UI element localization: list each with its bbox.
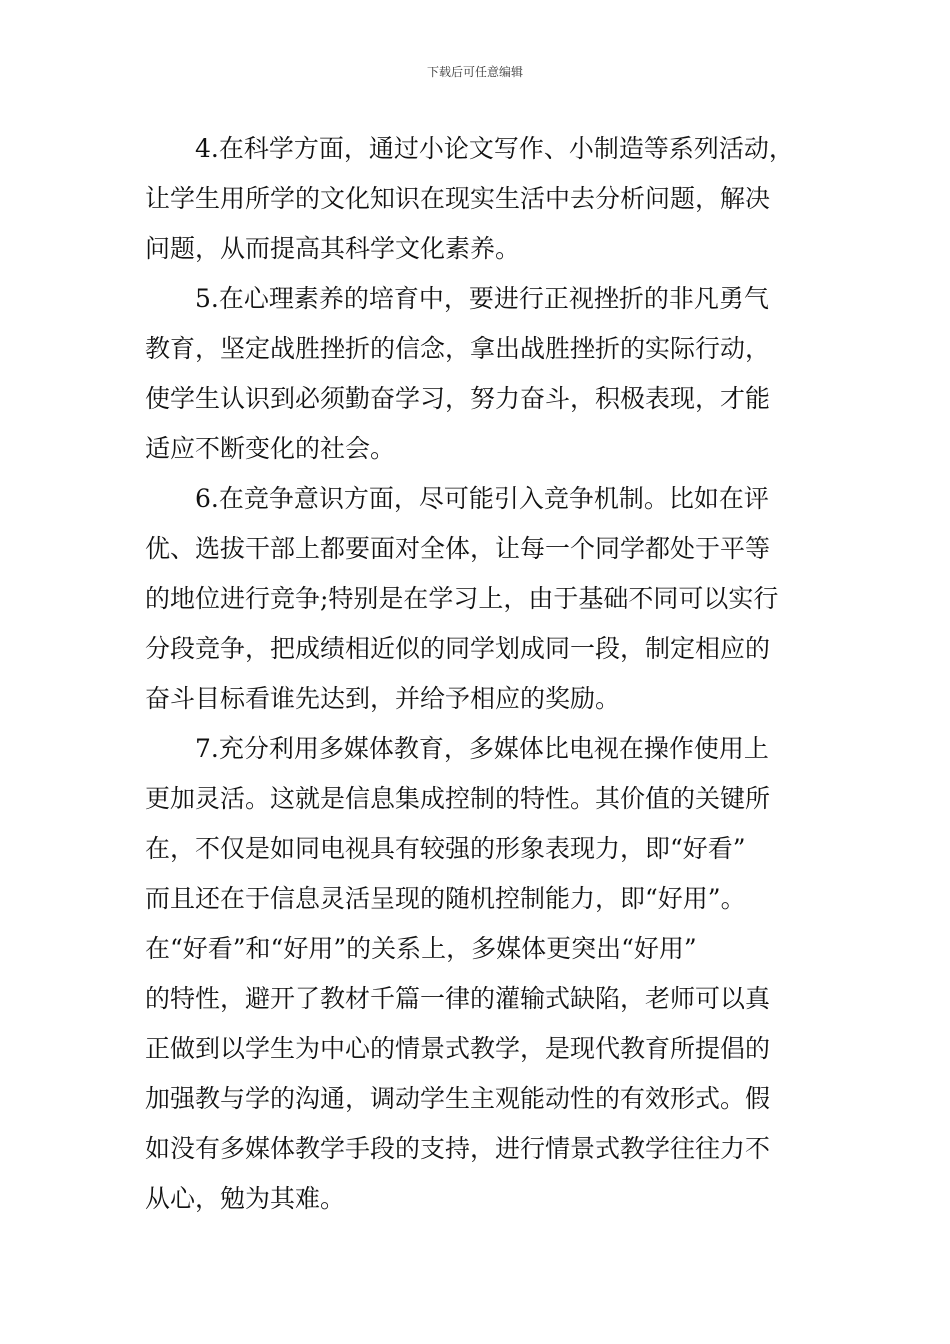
text-line: 正做到以学生为中心的情景式教学，是现代教育所提倡的 (145, 1034, 771, 1063)
text-line: 的地位进行竞争;特别是在学习上，由于基础不同可以实行 (145, 584, 779, 613)
paragraph-7 (145, 724, 807, 1224)
text-line: 4.在科学方面，通过小论文写作、小制造等系列活动， (195, 134, 794, 163)
text-line: 使学生认识到必须勤奋学习，努力奋斗，积极表现，才能 (145, 384, 771, 413)
text-line: 的特性，避开了教材千篇一律的灌输式缺陷，老师可以真 (145, 984, 771, 1013)
text-line: 从心，勉为其难。 (145, 1184, 346, 1213)
text-line: 问题，从而提高其科学文化素养。 (145, 234, 521, 263)
text-line: 在，不仅是如同电视具有较强的形象表现力，即“好看” (145, 834, 746, 863)
text-line: 7.充分利用多媒体教育，多媒体比电视在操作使用上 (195, 734, 769, 763)
text-line: 如没有多媒体教学手段的支持，进行情景式教学往往力不 (145, 1134, 771, 1163)
text-line: 加强教与学的沟通，调动学生主观能动性的有效形式。假 (145, 1084, 771, 1113)
paragraph-4 (145, 124, 807, 274)
text-line: 让学生用所学的文化知识在现实生活中去分析问题，解决 (145, 184, 771, 213)
paragraph-5 (145, 274, 807, 474)
text-line: 而且还在于信息灵活呈现的随机控制能力，即“好用”。 (145, 884, 746, 913)
page-header: 下载后可任意编辑 (426, 65, 523, 79)
text-line: 奋斗目标看谁先达到，并给予相应的奖励。 (145, 684, 621, 713)
text-line: 适应不断变化的社会。 (145, 434, 396, 463)
text-line: 6.在竞争意识方面，尽可能引入竞争机制。比如在评 (195, 484, 769, 513)
text-line: 5.在心理素养的培育中，要进行正视挫折的非凡勇气 (195, 284, 769, 313)
document-body (145, 124, 807, 1224)
text-line: 优、选拔干部上都要面对全体，让每一个同学都处于平等 (145, 534, 771, 563)
paragraph-6 (145, 474, 807, 724)
text-line: 分段竞争，把成绩相近似的同学划成同一段，制定相应的 (145, 634, 771, 663)
text-line: 在“好看”和“好用”的关系上，多媒体更突出“好用” (145, 934, 697, 963)
text-line: 更加灵活。这就是信息集成控制的特性。其价值的关键所 (145, 784, 771, 813)
text-line: 教育，坚定战胜挫折的信念，拿出战胜挫折的实际行动， (145, 334, 771, 363)
